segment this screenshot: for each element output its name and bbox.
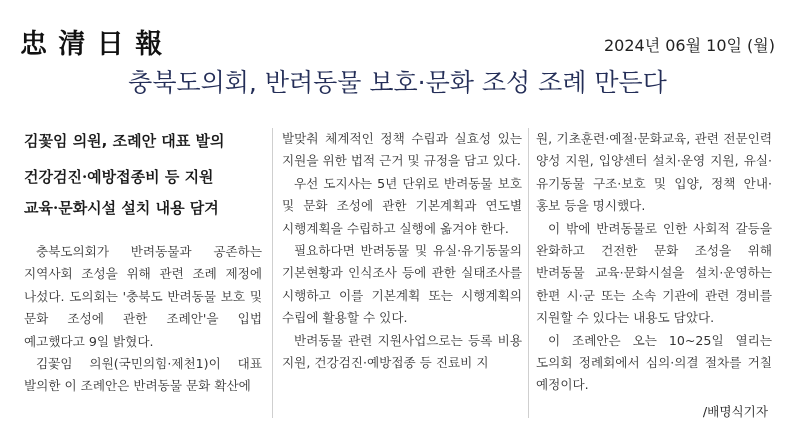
column-divider [272, 128, 273, 418]
spacer [24, 188, 262, 197]
newspaper-logo: 忠 清 日 報 [20, 29, 164, 60]
reporter-byline: /배명식기자 [702, 403, 768, 419]
spacer [24, 152, 262, 166]
subhead: 교육·문화시설 설치 내용 담겨 [24, 199, 219, 217]
article-headline: 충북도의회, 반려동물 보호·문화 조성 조례 만든다 [128, 68, 667, 97]
article-paragraph: 발맞춰 체계적인 정책 수립과 실효성 있는 지원을 위한 법적 근거 및 규정을 담고 있다. [282, 131, 522, 169]
sub-lead: 김꽃임 의원, 조례안 대표 발의 [24, 132, 225, 150]
article-paragraph: 반려동물 관련 지원사업으로는 등록 비용 지원, 건강검진·예방접종 등 진료비 지 [282, 332, 522, 371]
article-paragraph: 김꽃임 의원(국민의힘·제천1)이 대표 발의한 이 조례안은 반려동물 문화 확산에 [24, 356, 262, 394]
article-paragraph: 이 밖에 반려동물로 인한 사회적 갈등을 완화하고 건전한 문화 조성을 위해 반려동물 교육·문화시설을 설치·운영하는 한편 시·군 또는 소속 기관에 관련 경비를 지원할 수 있다는 내용도 담았다. [536, 220, 772, 326]
column-divider [528, 128, 529, 418]
article-column-2 [282, 128, 522, 428]
publication-date: 2024년 06월 10일 (월) [603, 36, 775, 55]
article-column-3 [536, 128, 772, 428]
article-paragraph: 우선 도지사는 5년 단위로 반려동물 보호 및 문화 조성에 관한 기본계획과 연도별 시행계획을 수립하고 실행에 옮겨야 한다. [282, 175, 522, 236]
article-paragraph: 필요하다면 반려동물 및 유실·유기동물의 기본현황과 인식조사 등에 관한 실태조사를 시행하고 이를 기본계획 또는 시행계획의 수립에 활용할 수 있다. [282, 243, 522, 326]
subhead: 건강검진·예방접종비 등 지원 [24, 168, 214, 186]
article-paragraph: 충북도의회가 반려동물과 공존하는 지역사회 조성을 위해 관련 조례 제정에 나섰다. 도의회는 '충북도 반려동물 보호 및 문화 조성에 관한 조례안'을 입법 예고했다고 9일 밝혔다. [24, 244, 262, 349]
article-paragraph: 원, 기초훈련·예절·문화교육, 관련 전문인력 양성 지원, 입양센터 설치·운영 지원, 유실·유기동물 구조·보호 및 입양, 정책 안내·홍보 등을 명시했다. [536, 131, 772, 214]
article-paragraph: 이 조례안은 오는 10~25일 열리는 도의회 정례회에서 심의·의결 절차를 거칠 예정이다. [536, 332, 772, 393]
article-column-1 [24, 128, 262, 428]
spacer [24, 219, 262, 241]
